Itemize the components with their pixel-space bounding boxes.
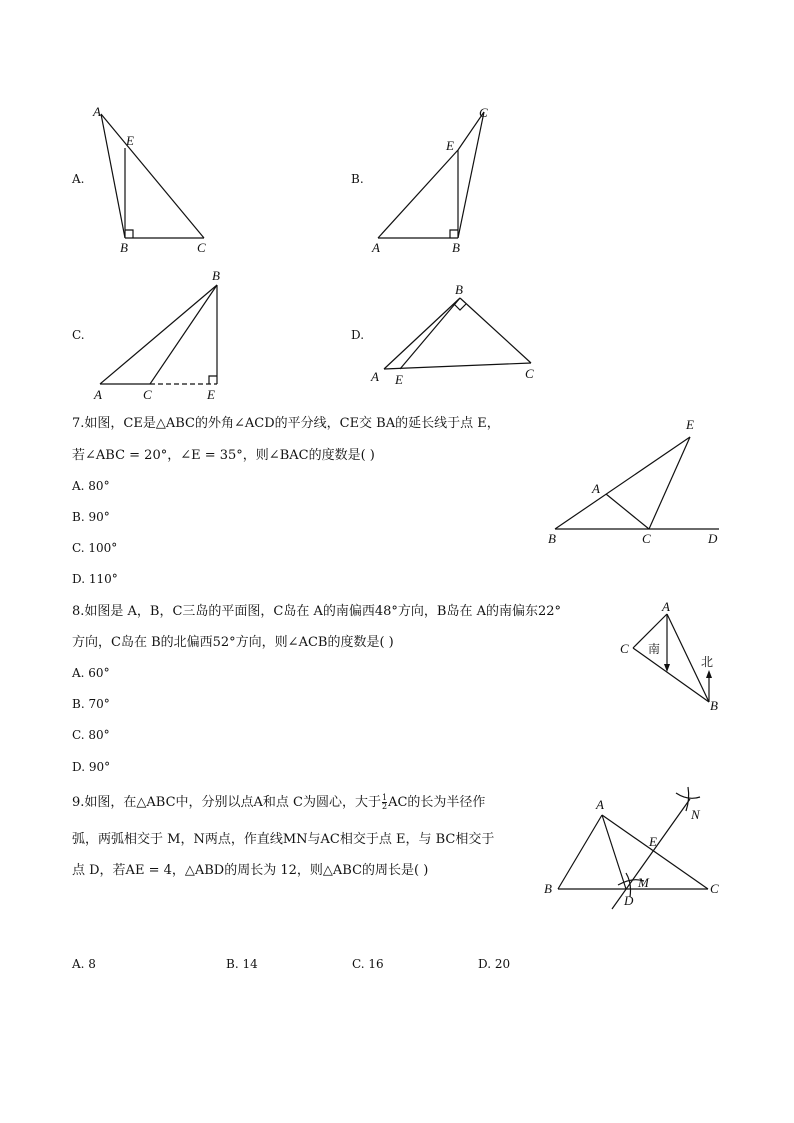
- south-label: 南: [648, 642, 661, 656]
- point-b-label: B: [544, 881, 552, 896]
- north-label: 北: [701, 655, 714, 669]
- option-d-label: D.: [351, 328, 365, 342]
- point-b-label: B: [120, 240, 128, 255]
- figure-6c: [88, 265, 233, 410]
- q7-choice-a[interactable]: A. 80°: [72, 479, 110, 493]
- q8-choice-c[interactable]: C. 80°: [72, 728, 110, 742]
- point-d-label: D: [708, 531, 718, 546]
- point-e-label: E: [446, 138, 454, 153]
- q9-text-line3: 点 D，若AE = 4，△ABD的周长为 12，则△ABC的周长是( ): [72, 863, 429, 878]
- q9-choice-c[interactable]: C. 16: [352, 957, 384, 971]
- point-c-label: C: [642, 531, 651, 546]
- q9-choice-a[interactable]: A. 8: [72, 957, 96, 971]
- q8-choice-b[interactable]: B. 70°: [72, 697, 110, 711]
- q8-choice-a[interactable]: A. 60°: [72, 666, 110, 680]
- point-e-label: E: [395, 372, 403, 387]
- point-a-label: A: [372, 240, 380, 255]
- point-a-label: A: [94, 387, 102, 402]
- fraction-denominator: 2: [382, 802, 388, 811]
- point-m-label: M: [638, 875, 649, 890]
- option-a-label: A.: [72, 172, 85, 186]
- point-b-label: B: [710, 698, 718, 713]
- point-a-label: A: [93, 104, 101, 119]
- point-c-label: C: [143, 387, 152, 402]
- q7-text-line2: 若∠ABC = 20°，∠E = 35°，则∠BAC的度数是( ): [72, 448, 375, 463]
- point-c-label: C: [620, 641, 629, 656]
- point-a-label: A: [662, 599, 670, 614]
- q7-choice-c[interactable]: C. 100°: [72, 541, 118, 555]
- point-b-label: B: [452, 240, 460, 255]
- point-e-label: E: [126, 133, 134, 148]
- point-e-label: E: [686, 417, 694, 432]
- point-a-label: A: [371, 369, 379, 384]
- point-d-label: D: [624, 893, 634, 908]
- figure-6d: [365, 280, 545, 390]
- point-e-label: E: [649, 834, 657, 849]
- point-b-label: B: [548, 531, 556, 546]
- point-b-label: B: [455, 282, 463, 297]
- q7-choice-b[interactable]: B. 90°: [72, 510, 110, 524]
- point-a-label: A: [592, 481, 600, 496]
- q8-text-line1: 8.如图是 A，B，C三岛的平面图，C岛在 A的南偏西48°方向，B岛在 A的南偏东22°: [72, 604, 562, 619]
- point-c-label: C: [710, 881, 719, 896]
- point-b-label: B: [212, 268, 220, 283]
- q7-choice-d[interactable]: D. 110°: [72, 572, 118, 586]
- q9-choice-b[interactable]: B. 14: [226, 957, 258, 971]
- q9-text-line2: 弧，两弧相交于 M，N两点，作直线MN与AC相交于点 E，与 BC相交于: [72, 832, 495, 847]
- option-c-label: C.: [72, 328, 85, 342]
- point-c-label: C: [197, 240, 206, 255]
- point-c-label: C: [479, 105, 488, 120]
- q7-text-line1: 7.如图，CE是△ABC的外角∠ACD的平分线，CE交 BA的延长线于点 E，: [72, 416, 500, 431]
- q9-text-line1: [72, 794, 485, 812]
- point-n-label: N: [691, 807, 700, 822]
- figure-q9: [540, 785, 730, 915]
- q8-choice-d[interactable]: D. 90°: [72, 760, 111, 774]
- point-c-label: C: [525, 366, 534, 381]
- option-b-label: B.: [351, 172, 364, 186]
- fraction-numerator: 1: [382, 793, 388, 802]
- figure-q8: [615, 598, 730, 716]
- figure-q7: [540, 412, 730, 552]
- q9-text-line1-post: AC的长为半径作: [388, 795, 486, 810]
- figure-6b: [368, 100, 508, 260]
- q9-text-line1-pre: 9.如图，在△ABC中，分别以点A和点 C为圆心，大于: [72, 795, 381, 810]
- q8-text-line2: 方向，C岛在 B的北偏西52°方向，则∠ACB的度数是( ): [72, 635, 394, 650]
- figure-6a: [85, 100, 225, 260]
- point-a-label: A: [596, 797, 604, 812]
- fraction-one-half: [382, 794, 387, 811]
- q9-choice-d[interactable]: D. 20: [478, 957, 511, 971]
- point-e-label: E: [207, 387, 215, 402]
